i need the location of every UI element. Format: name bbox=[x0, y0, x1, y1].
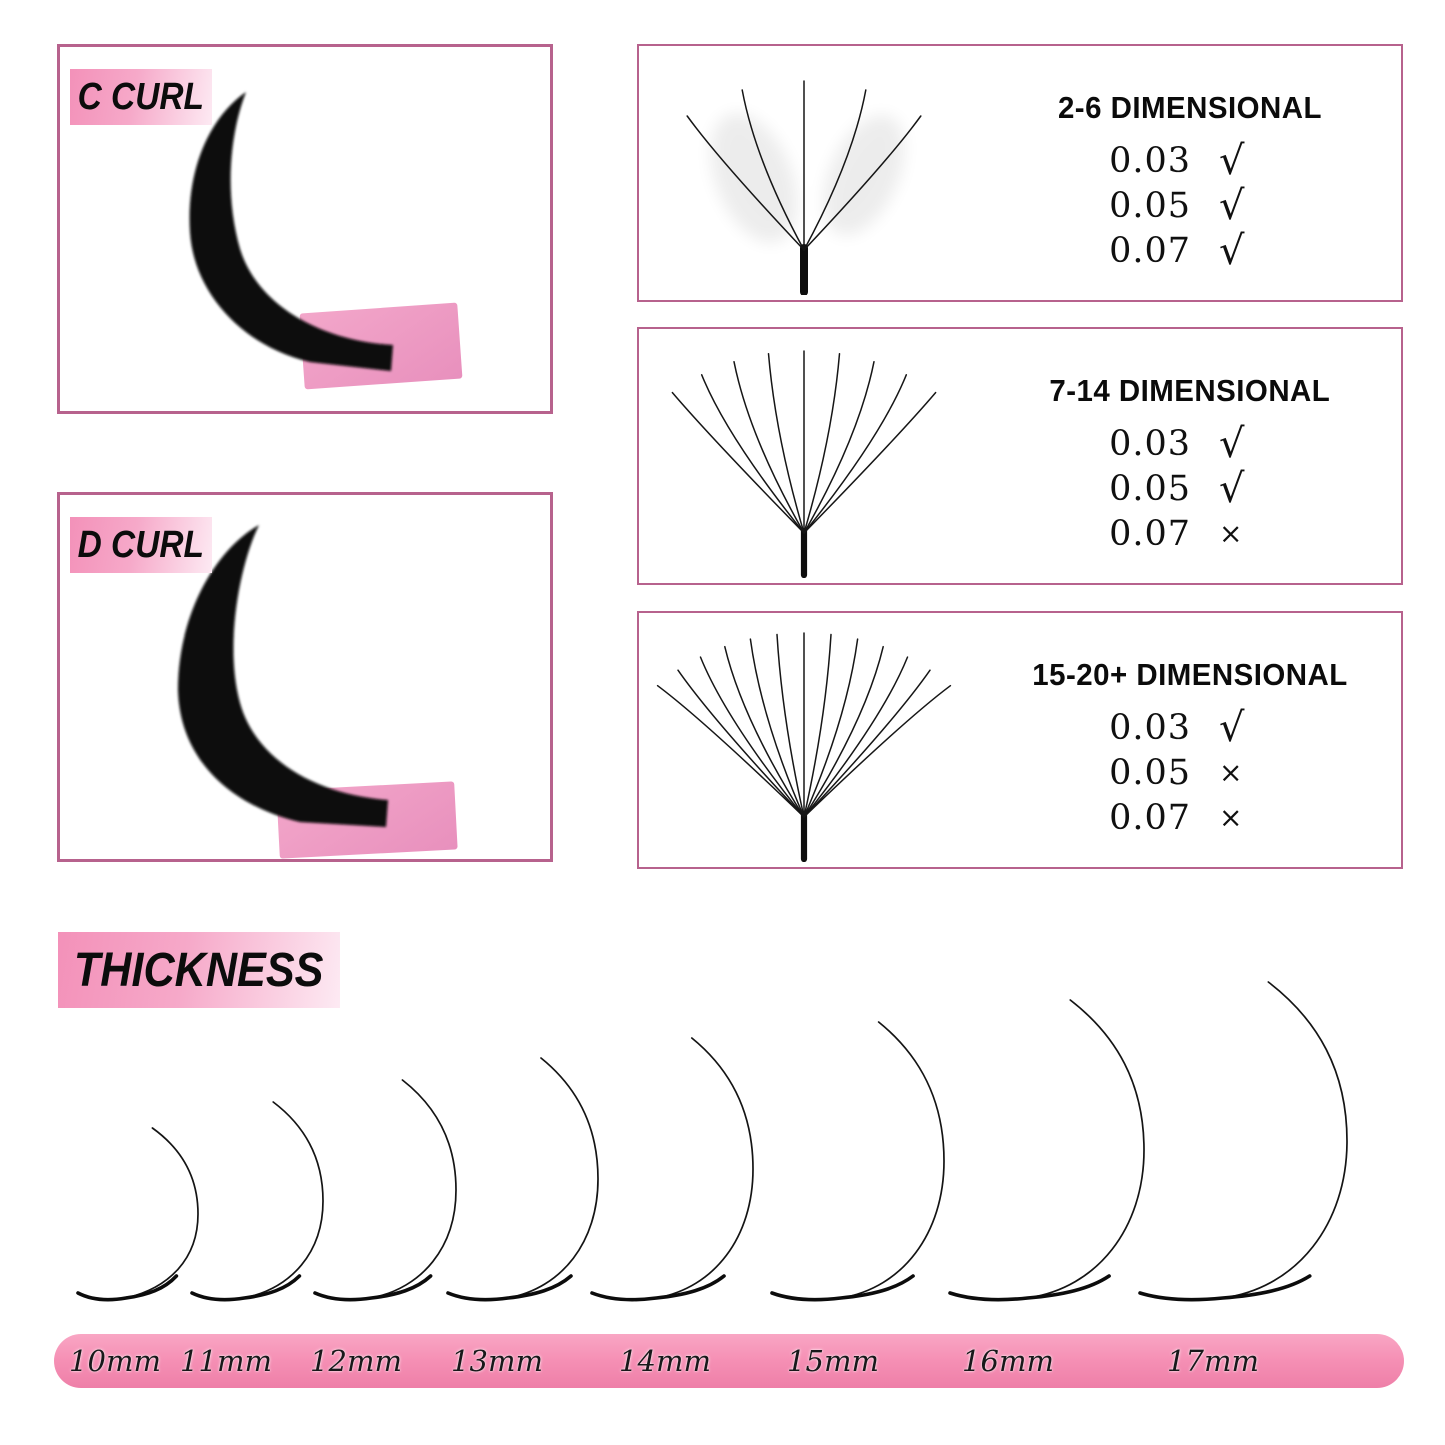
length-label-16mm: 16mm bbox=[962, 1344, 1054, 1378]
dimension-card-title: 7-14 DIMENSIONAL bbox=[1049, 373, 1331, 408]
thickness-value: 0.05 bbox=[1109, 752, 1191, 793]
thickness-title-text: THICKNESS bbox=[74, 943, 324, 997]
cross-mark-icon: × bbox=[1219, 517, 1243, 550]
lash-curve-17mm bbox=[1140, 982, 1347, 1300]
lash-curve-base-15mm bbox=[772, 1276, 913, 1300]
check-mark-icon: √ bbox=[1219, 420, 1245, 467]
dimension-card-info bbox=[991, 46, 1389, 300]
dimension-card-info bbox=[991, 329, 1389, 583]
thickness-value: 0.05 bbox=[1109, 185, 1191, 226]
thickness-value: 0.03 bbox=[1109, 707, 1191, 748]
length-scale-bar bbox=[54, 1334, 1404, 1388]
thickness-option-row bbox=[1089, 466, 1291, 511]
dimension-card-7-14 bbox=[637, 327, 1403, 585]
cross-mark-icon: × bbox=[1219, 801, 1243, 834]
lash-curve-base-14mm bbox=[592, 1276, 724, 1300]
check-mark-icon: √ bbox=[1219, 227, 1245, 274]
lash-curve-10mm bbox=[78, 1128, 198, 1300]
lash-curve-base-17mm bbox=[1140, 1276, 1310, 1300]
thickness-option-row bbox=[1089, 705, 1291, 750]
check-mark-icon: √ bbox=[1219, 137, 1245, 184]
dimension-card-2-6 bbox=[637, 44, 1403, 302]
thickness-value: 0.07 bbox=[1109, 513, 1191, 554]
length-label-12mm: 12mm bbox=[310, 1344, 402, 1378]
check-mark-icon: √ bbox=[1219, 704, 1245, 751]
d-curl-label-text: D CURL bbox=[77, 523, 205, 566]
lash-curve-13mm bbox=[448, 1058, 598, 1300]
length-label-17mm: 17mm bbox=[1167, 1344, 1259, 1378]
thickness-option-row bbox=[1089, 183, 1291, 228]
cross-mark-icon: × bbox=[1219, 756, 1243, 789]
lash-curve-16mm bbox=[950, 1000, 1144, 1300]
thickness-availability-list bbox=[1089, 421, 1291, 556]
thickness-value: 0.07 bbox=[1109, 797, 1191, 838]
thickness-option-row bbox=[1089, 138, 1291, 183]
c-curl-card bbox=[57, 44, 553, 414]
c-curl-label bbox=[70, 69, 212, 125]
length-label-15mm: 15mm bbox=[787, 1344, 879, 1378]
thickness-availability-list bbox=[1089, 705, 1291, 840]
lash-fan-illustration bbox=[654, 343, 994, 578]
lash-fan-illustration bbox=[654, 60, 994, 295]
length-label-13mm: 13mm bbox=[451, 1344, 543, 1378]
thickness-option-row bbox=[1089, 511, 1291, 556]
dimension-card-info bbox=[991, 613, 1389, 867]
c-curl-label-text: C CURL bbox=[77, 75, 205, 118]
lash-curve-12mm bbox=[315, 1080, 456, 1300]
lash-curve-14mm bbox=[592, 1038, 753, 1300]
thickness-option-row bbox=[1089, 750, 1291, 795]
lash-fan-illustration bbox=[654, 627, 994, 862]
thickness-value: 0.03 bbox=[1109, 140, 1191, 181]
lash-curve-15mm bbox=[772, 1022, 944, 1300]
length-label-10mm: 10mm bbox=[69, 1344, 161, 1378]
lash-curve-base-16mm bbox=[950, 1276, 1109, 1300]
check-mark-icon: √ bbox=[1219, 465, 1245, 512]
d-curl-label bbox=[70, 517, 212, 573]
thickness-value: 0.07 bbox=[1109, 230, 1191, 271]
thickness-value: 0.05 bbox=[1109, 468, 1191, 509]
thickness-availability-list bbox=[1089, 138, 1291, 273]
thickness-value: 0.03 bbox=[1109, 423, 1191, 464]
c-curl-lash-shape bbox=[190, 92, 393, 371]
thickness-option-row bbox=[1089, 228, 1291, 273]
lash-curve-base-11mm bbox=[192, 1276, 299, 1300]
dimension-card-15-20 bbox=[637, 611, 1403, 869]
dimension-card-title: 15-20+ DIMENSIONAL bbox=[1032, 657, 1348, 692]
thickness-option-row bbox=[1089, 421, 1291, 466]
length-label-14mm: 14mm bbox=[619, 1344, 711, 1378]
length-label-11mm: 11mm bbox=[180, 1344, 272, 1378]
thickness-option-row bbox=[1089, 795, 1291, 840]
d-curl-card bbox=[57, 492, 553, 862]
dimension-card-title: 2-6 DIMENSIONAL bbox=[1057, 90, 1323, 125]
lash-curve-11mm bbox=[192, 1102, 323, 1300]
lash-curve-base-10mm bbox=[78, 1276, 176, 1300]
length-comparison-chart bbox=[0, 958, 1445, 1320]
check-mark-icon: √ bbox=[1219, 182, 1245, 229]
